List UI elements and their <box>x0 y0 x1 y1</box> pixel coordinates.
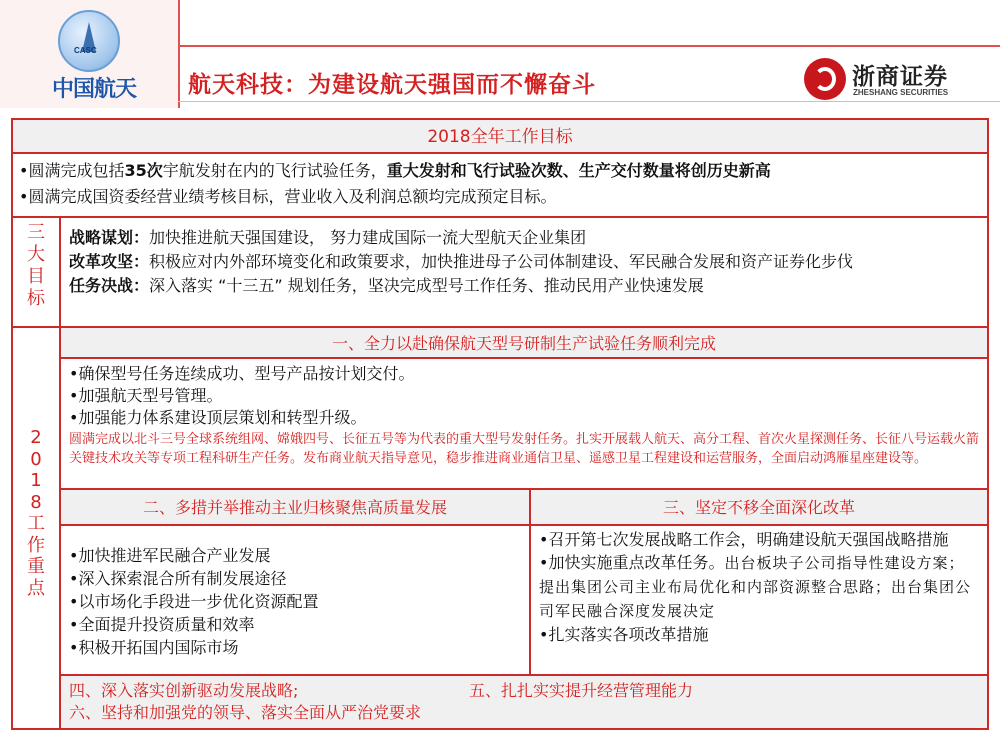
side-char: 8 <box>30 491 42 513</box>
goal-item-strategy <box>69 226 979 250</box>
three-goals-content <box>61 218 987 328</box>
goal-bold-highlight: 重大发射和飞行试验次数、生产交付数量将创历史新高 <box>386 161 771 180</box>
section-2-line: •加快推进军民融合产业发展 <box>69 546 271 565</box>
annual-goal-line-1 <box>19 158 981 184</box>
section-2-line: •积极开拓国内国际市场 <box>69 638 239 657</box>
goal-item-reform <box>69 250 979 274</box>
side-char: 目 <box>27 266 45 287</box>
side-char: 标 <box>27 288 45 309</box>
goal-item-label: 任务决战： <box>69 276 150 295</box>
side-char: 大 <box>27 244 45 265</box>
goal-item-text: 积极应对内外部环境变化和政策要求，加快推进母子公司体制建设、军民融合发展和资产证券化步伐 <box>149 252 854 271</box>
side-char: 点 <box>27 577 45 599</box>
goal-item-mission <box>69 274 979 298</box>
section-3-body <box>531 526 987 676</box>
section-3-line-detail: 出台板块子公司指导性建设方案；提出集团公司主业布局优化和内部资源整合思路；出台集团公 司军民融合深度发展决定 <box>539 554 972 620</box>
section-2-line: •深入探索混合所有制发展途径 <box>69 569 287 588</box>
side-char: 工 <box>27 513 45 534</box>
zheshang-logo <box>804 58 994 102</box>
side-char: 1 <box>30 470 42 491</box>
goal-text: •圆满完成包括 <box>19 161 125 180</box>
other-focus-items <box>61 676 987 728</box>
section-3-title: 三、坚定不移全面深化改革 <box>531 490 987 526</box>
focus-item-4: 四、深入落实创新驱动发展战略; <box>69 681 299 700</box>
other-focus-row <box>69 680 979 702</box>
side-char: 2 <box>30 427 42 448</box>
three-goals-side-label <box>13 218 61 328</box>
goal-item-text: 深入落实 “十三五” 规划任务，坚决完成型号工作任务、推动民用产业快速发展 <box>149 276 704 295</box>
goal-item-label: 战略谋划： <box>69 228 150 247</box>
casc-logo-abbr: CASC <box>74 46 97 55</box>
section-2-body <box>61 526 531 676</box>
goal-text: 宇航发射在内的飞行试验任务， <box>162 161 387 180</box>
section-1-line: •加强航天型号管理。 <box>69 386 223 405</box>
section-3-line-lead: •加快实施重点改革任务。 <box>539 553 725 572</box>
side-char: 三 <box>27 222 45 243</box>
annual-goal-body <box>13 154 987 218</box>
focus-item-6: 六、坚持和加强党的领导、落实全面从严治党要求 <box>69 703 422 722</box>
casc-emblem-icon <box>58 10 120 72</box>
header-divider <box>178 45 1000 47</box>
slide-header <box>0 0 1000 108</box>
page-title: 航天科技：为建设航天强国而不懈奋斗 <box>188 72 596 98</box>
annual-goal-title: 2018全年工作目标 <box>13 120 987 154</box>
side-char: 重 <box>27 556 45 577</box>
annual-goal-line-2: •圆满完成国资委经营业绩考核目标，营业收入及利润总额均完成预定目标。 <box>19 187 557 206</box>
section-3-line: •召开第七次发展战略工作会，明确建设航天强国战略措施 <box>539 530 949 549</box>
side-char: 作 <box>27 534 45 556</box>
section-1-detail: 圆满完成以北斗三号全球系统组网、嫦娥四号、长征五号等为代表的重大型号发射任务。扎实开展载人航天、高分工程、首次火星探测任务、长征八号运载火箭关键技术攻关等专项工程科研生产任务。发布商业航天指导意见，稳步推进商业通信卫星、遥感卫星工程建设和运营服务，全面启动鸿雁星座建设等。 <box>69 432 980 466</box>
zheshang-name: 浙商证券 <box>852 64 948 90</box>
section-1-line: •加强能力体系建设顶层策划和转型升级。 <box>69 408 367 427</box>
goal-bold-count: 35次 <box>124 161 163 180</box>
zheshang-emblem-icon <box>804 58 846 100</box>
casc-logo <box>38 6 138 104</box>
section-2-title: 二、多措并举推动主业归核聚焦高质量发展 <box>61 490 531 526</box>
goal-item-text: 加快推进航天强国建设， 努力建成国际一流大型航天企业集团 <box>149 228 587 247</box>
section-1-title: 一、全力以赴确保航天型号研制生产试验任务顺利完成 <box>61 328 987 359</box>
side-char: 0 <box>30 448 42 470</box>
section-1-body <box>61 359 987 490</box>
section-2-line: •全面提升投资质量和效率 <box>69 615 255 634</box>
focus-side-label <box>13 328 61 728</box>
zheshang-english-name: ZHESHANG SECURITIES <box>853 88 949 97</box>
section-2-line: •以市场化手段进一步优化资源配置 <box>69 592 319 611</box>
section-1-line: •确保型号任务连续成功、型号产品按计划交付。 <box>69 364 415 383</box>
casc-logo-name: 中国航天 <box>52 77 137 102</box>
focus-item-5: 五、扎扎实实提升经营管理能力 <box>469 681 694 700</box>
goal-item-label: 改革攻坚： <box>69 252 150 271</box>
section-3-line <box>539 551 979 623</box>
section-3-line: •扎实落实各项改革措施 <box>539 625 709 644</box>
work-goals-table <box>11 118 989 730</box>
